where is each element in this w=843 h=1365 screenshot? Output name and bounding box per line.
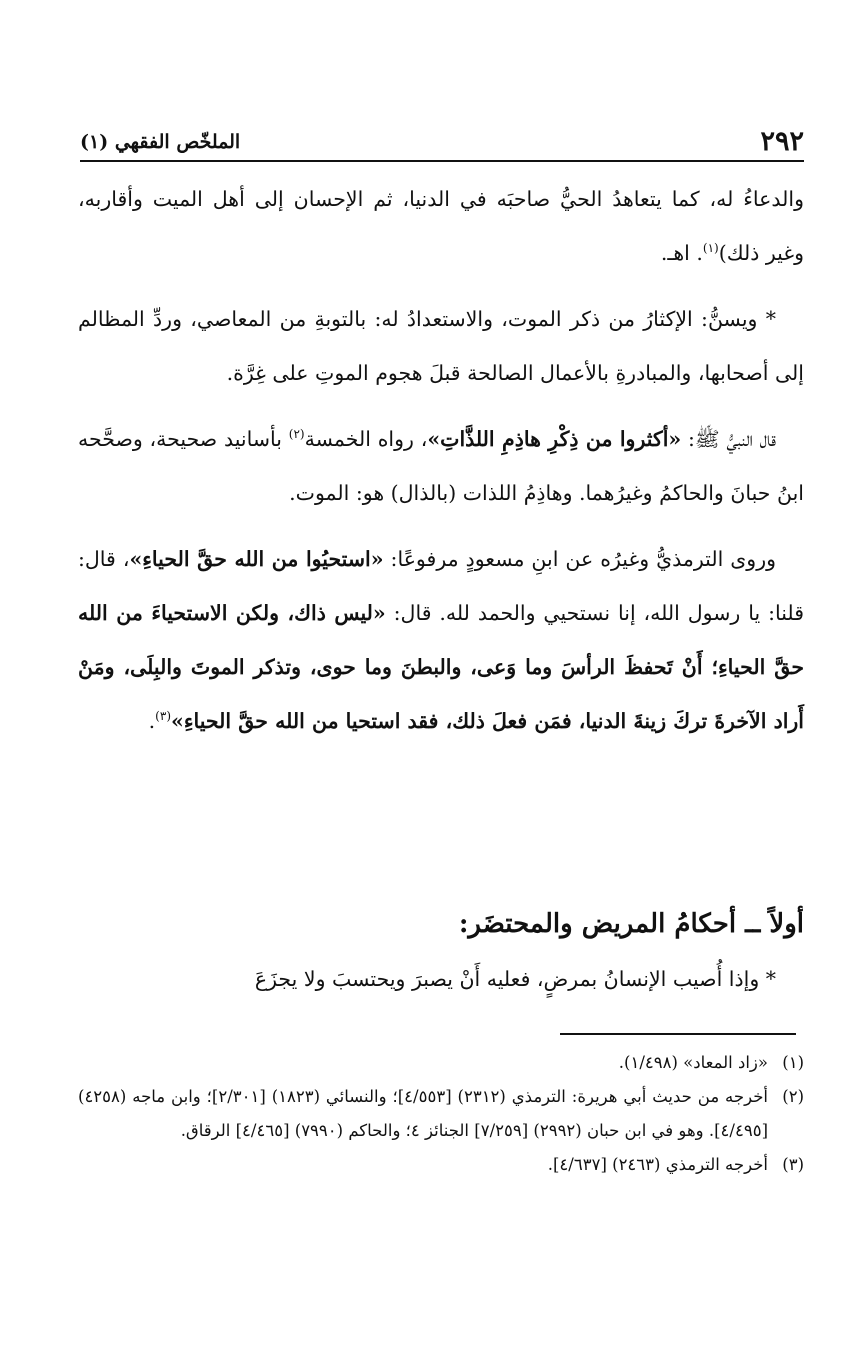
paragraph-3-lead: قال النبيُّ ﷺ: [681,427,776,451]
footnote-ref-3: (٣) [155,709,171,724]
section-heading: أولاً ــ أحكامُ المريض والمحتضَر: [458,909,804,939]
paragraph-4-mid: ، قال: قلنا: يا رسول الله، إنا نستحيي والحمد لله. قال: [78,547,805,625]
footnotes [78,1046,804,1182]
footnote-ref-1: (١) [702,241,719,256]
hadith-quote-2: «استحيُوا من الله حقَّ الحياءِ» [129,547,384,571]
footnote-ref-2: (٢) [288,427,305,442]
footnote-text: «زاد المعاد» (١/٤٩٨). [618,1053,768,1072]
footnote-text: أخرجه الترمذي (٢٤٦٣) [٤/٦٣٧]. [547,1155,768,1174]
paragraph-3-rest: بأسانيد صحيحة، وصحَّحه ابنُ حبانَ والحاكمُ وغيرُهما. وهاذِمُ اللذات (بالذال) هو: الموت. [78,427,804,505]
page-header [80,122,804,162]
paragraph-5: * وإذا أُصيب الإنسانُ بمرضٍ، فعليه أَنْ يصبرَ ويحتسبَ ولا يجزَعَ [254,967,776,991]
footnote-number: (٢) [782,1087,804,1106]
paragraph-4 [78,532,804,748]
footnote-number: (١) [782,1053,804,1072]
footnote-item [78,1148,804,1182]
paragraph-4-lead: وروى الترمذيُّ وغيرُه عن ابنِ مسعودٍ مرفوعًا: [383,547,777,571]
header-rule [80,160,804,162]
paragraph-3-mid: ، رواه الخمسة [304,427,428,451]
footnote-item [78,1046,804,1080]
footnote-number: (٣) [782,1155,804,1174]
hadith-quote-3: «ليس ذاك، ولكن الاستحياءَ من الله حقَّ الحياءِ؛ أَنْ تَحفظَ الرأسَ وما وَعى، والبطنَ وما حوى، وتذكر الموتَ والبِلَى، ومَنْ أَراد الآخرةَ تركَ زينةَ الدنيا، فمَن فعلَ ذلك، فقد استحيا من الله حقَّ الحياءِ» [78,601,804,733]
paragraph-2: * ويسنُّ: الإكثارُ من ذكر الموت، والاستعدادُ له: بالتوبةِ من المعاصي، وردِّ المظالم إلى أصحابها، والمبادرةِ بالأعمال الصالحة قبلَ هجوم الموتِ على غِرَّة. [78,307,804,385]
hadith-quote-1: «أكثروا من ذِكْرِ هاذِمِ اللذَّاتِ» [427,427,682,451]
paragraph-4-tail: . [148,709,156,733]
paragraph-1 [78,172,804,280]
footnote-text: أخرجه من حديث أبي هريرة: الترمذي (٢٣١٢) [٤/٥٥٣]؛ والنسائي (١٨٢٣) [٢/٣٠١]؛ وابن ماجه (٤٢٥٨) [٤/٤٩٥]. وهو في ابن حبان (٢٩٩٢) [٧/٢٥٩] الجنائز ٤؛ والحاكم (٧٩٩٠) [٤/٤٦٥] الرقاق. [78,1087,768,1140]
footnote-item [78,1080,804,1148]
paragraph-3 [78,412,804,520]
paragraph-1-tail: . اهـ. [660,241,703,265]
footnote-rule [560,1033,796,1035]
main-text [78,172,804,760]
paragraph-1-text: والدعاءُ له، كما يتعاهدُ الحيُّ صاحبَه في الدنيا، ثم الإحسان إلى أهل الميت وأقاربه، وغير ذلك) [78,187,804,265]
running-title: الملخّص الفقهي (١) [80,131,241,153]
page-number: ٢٩٢ [760,126,804,157]
